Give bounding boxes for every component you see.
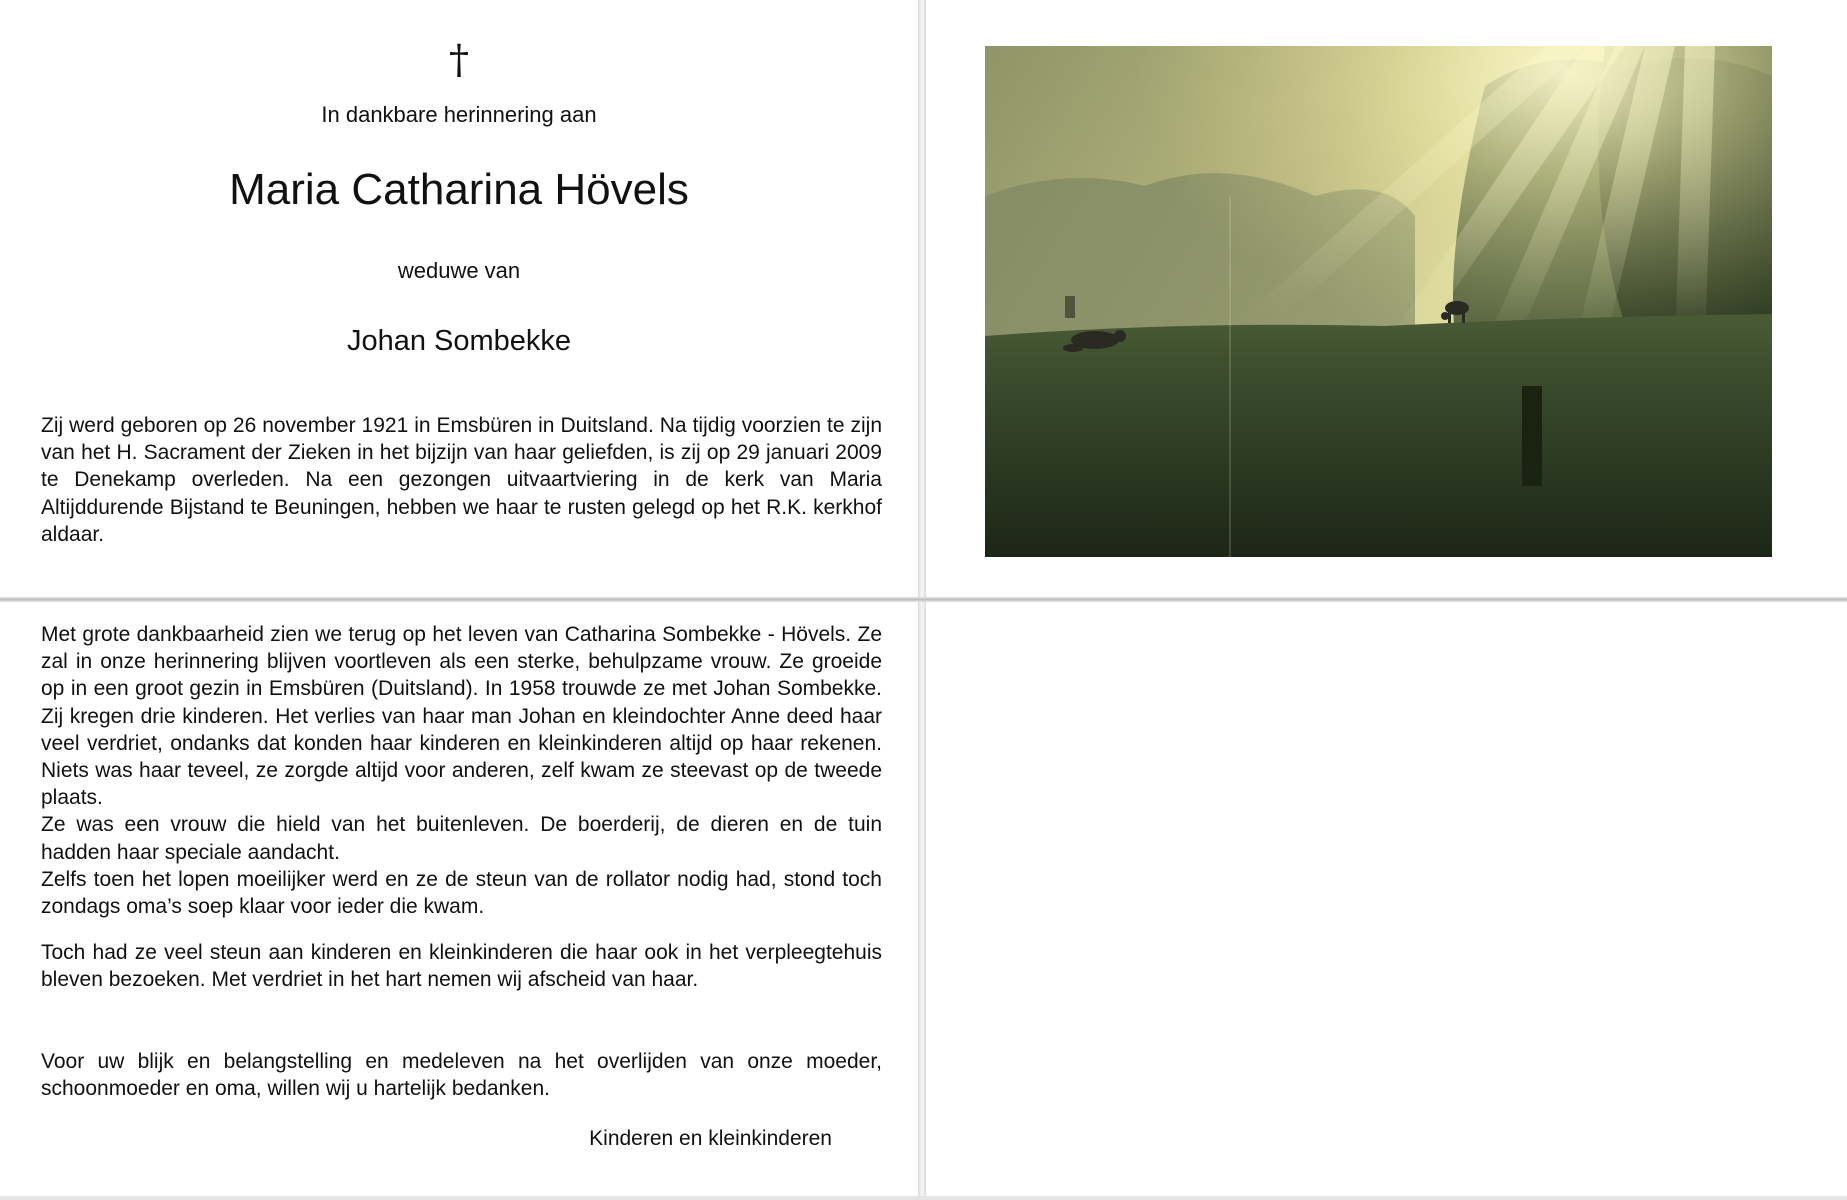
cross-icon: † <box>449 37 469 83</box>
photo-fence-post <box>1522 386 1542 486</box>
intro-line: In dankbare herinnering aan <box>321 102 597 127</box>
horizontal-fold-line <box>0 597 1847 602</box>
spouse-name: Johan Sombekke <box>346 325 572 357</box>
widow-of-line: weduwe van <box>397 258 521 283</box>
deceased-name: Maria Catharina Hövels <box>229 165 689 214</box>
gratitude-paragraph: Voor uw blijk en belangstelling en medeleven na het overlijden van onze moeder, schoonmoeder en oma, willen wij u hartelijk bedanken. <box>41 1050 882 1101</box>
photo-meadow <box>985 314 1772 557</box>
biography-paragraph: Zij werd geboren op 26 november 1921 in Emsbüren in Duitsland. Na tijdig voorzien te zijn van het H. Sacrament der Zieken in het bijzijn van haar geliefden, is zij op 29 januari 2009 te Denekamp overleden. Na een gezongen uitvaartviering in de kerk van Maria Altijddurende Bijstand te Beuningen, hebben we haar te rusten gelegd op het R.K. kerkhof aldaar. <box>41 414 882 546</box>
memory-paragraph: Toch had ze veel steun aan kinderen en kleinkinderen die haar ook in het verpleegtehuis bleven bezoeken. Met verdriet in het hart nemen wij afscheid van haar. <box>41 941 882 992</box>
memorial-photo <box>985 46 1772 557</box>
memory-paragraph: Met grote dankbaarheid zien we terug op het leven van Catharina Sombekke - Hövels. Ze zal in onze herinnering blijven voortleven als een sterke, behulpzame vrouw. Ze groeide op in een groot gezin in Emsbüren (Duitsland). In 1958 trouwde ze met Johan Sombekke. Zij kregen drie kinderen. Het verlies van haar man Johan en kleindochter Anne deed haar veel verdriet, ondanks dat konden haar kinderen en kleinkinderen altijd op haar rekenen. Niets was haar teveel, ze zorgde altijd voor anderen, zelf kwam ze steevast op de tweede plaats. Ze was een vrouw die hield van het buitenleven. De boerderij, de dieren en de tuin hadden haar speciale aandacht. Zelfs toen het lopen moeilijker werd en ze de steun van de rollator nodig had, stond toch zondags oma’s soep klaar voor ieder die kwam. <box>41 623 882 919</box>
blank-panel <box>926 602 1847 1200</box>
signature: Kinderen en kleinkinderen <box>589 1127 832 1150</box>
card-bottom-edge <box>0 1196 1847 1200</box>
